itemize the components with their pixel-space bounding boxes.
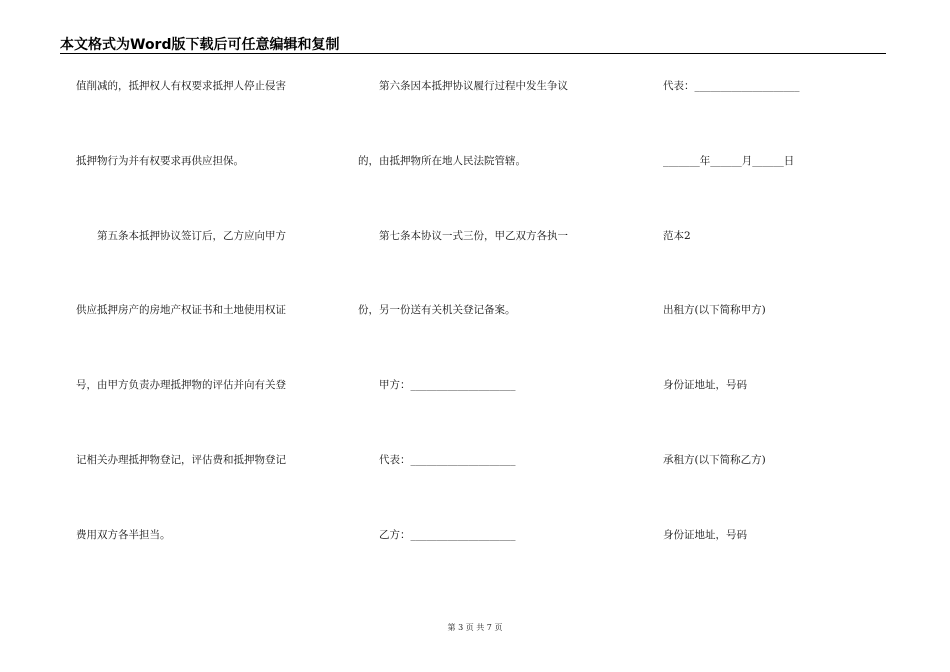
text-line: 份，另一份送有关机关登记备案。: [358, 304, 516, 316]
signature-line-representative: 代表：____________________: [663, 80, 800, 92]
page-number: 第 3 页 共 7 页: [447, 623, 503, 632]
text-line: 抵押物行为并有权要求再供应担保。: [76, 155, 244, 167]
text-line: 值削减的，抵押权人有权要求抵押人停止侵害: [76, 80, 286, 92]
text-line: 费用双方各半担当。: [76, 529, 171, 541]
text-line: 身份证地址，号码: [663, 379, 747, 391]
signature-line-party-a: 甲方：____________________: [358, 379, 516, 391]
text-line: 身份证地址，号码: [663, 529, 747, 541]
text-line: 供应抵押房产的房地产权证书和土地使用权证: [76, 304, 286, 316]
header-divider: [60, 53, 886, 54]
signature-line-party-b: 乙方：____________________: [358, 529, 516, 541]
signature-line-representative: 代表：____________________: [358, 454, 516, 466]
text-line: 第五条本抵押协议签订后，乙方应向甲方: [76, 230, 286, 242]
text-line: 出租方(以下简称甲方): [663, 304, 766, 316]
text-line: 第六条因本抵押协议履行过程中发生争议: [358, 80, 568, 92]
text-line: 承租方(以下简称乙方): [663, 454, 766, 466]
text-line: 的，由抵押物所在地人民法院管辖。: [358, 155, 526, 167]
section-heading: 范本2: [663, 230, 691, 242]
text-line: 号，由甲方负责办理抵押物的评估并向有关登: [76, 379, 286, 391]
date-line: _______年______月______日: [663, 155, 795, 167]
text-line: 记相关办理抵押物登记，评估费和抵押物登记: [76, 454, 286, 466]
header-title: 本文格式为Word版下载后可任意编辑和复制: [60, 37, 340, 53]
text-line: 第七条本协议一式三份，甲乙双方各执一: [358, 230, 568, 242]
